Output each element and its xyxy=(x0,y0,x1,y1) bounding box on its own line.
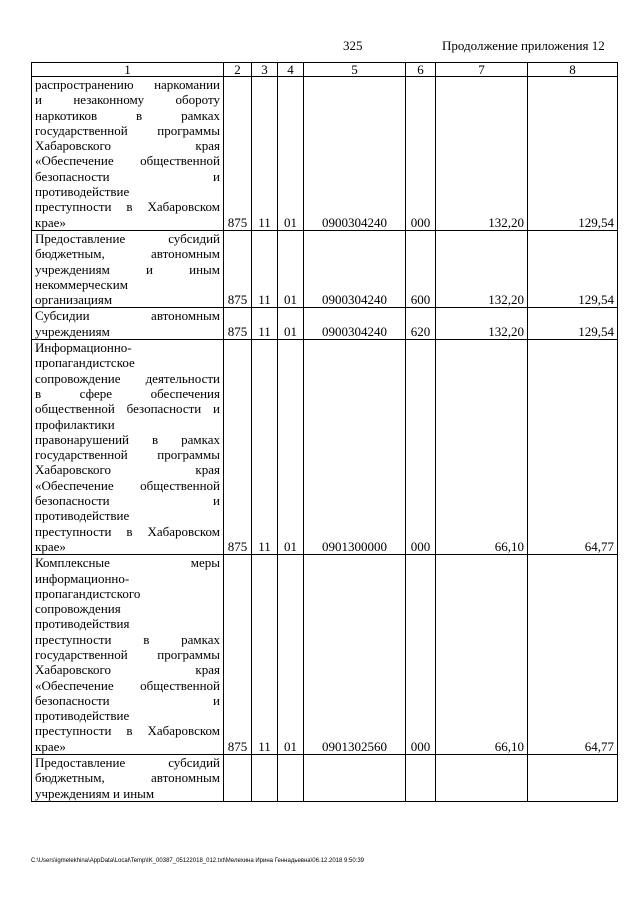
description-line: крае» xyxy=(35,538,66,554)
cell-c4: 01 xyxy=(278,77,304,231)
description-line: крае» xyxy=(35,214,66,230)
description-line: бюджетным, автономным xyxy=(35,770,220,786)
description-line: пропагандистского xyxy=(35,585,141,601)
column-header: 6 xyxy=(406,63,436,77)
description-line: государственной программы xyxy=(35,122,220,138)
description-line: безопасности и xyxy=(35,168,220,184)
cell-c6 xyxy=(406,755,436,802)
description-line: Хабаровского края xyxy=(35,462,220,478)
cell-c5: 0900304240 xyxy=(304,230,406,307)
description-line: учреждениям и иным xyxy=(35,261,220,277)
description-line: «Обеспечение общественной xyxy=(35,677,220,693)
description-line: правонарушений в рамках xyxy=(35,431,220,447)
description-line: противодействие xyxy=(35,708,130,724)
cell-c4: 01 xyxy=(278,230,304,307)
cell-c7: 66,10 xyxy=(436,340,528,555)
cell-c4: 01 xyxy=(278,340,304,555)
description-line: общественной безопасности и xyxy=(35,401,220,417)
cell-c4: 01 xyxy=(278,555,304,755)
table-row xyxy=(32,340,618,555)
column-header: 3 xyxy=(252,63,278,77)
description-line: государственной программы xyxy=(35,447,220,463)
row-description xyxy=(32,755,224,802)
cell-c4: 01 xyxy=(278,308,304,340)
description-line: безопасности и xyxy=(35,493,220,509)
column-header: 4 xyxy=(278,63,304,77)
cell-c8: 64,77 xyxy=(528,555,618,755)
table-row xyxy=(32,77,618,231)
column-header: 2 xyxy=(224,63,252,77)
cell-c6: 000 xyxy=(406,77,436,231)
cell-c6: 600 xyxy=(406,230,436,307)
description-line: крае» xyxy=(35,738,66,754)
cell-c8: 129,54 xyxy=(528,77,618,231)
description-line: противодействия xyxy=(35,616,130,632)
description-line: государственной программы xyxy=(35,646,220,662)
description-line: сопровождения xyxy=(35,601,121,617)
cell-c7: 132,20 xyxy=(436,308,528,340)
description-line: преступности в рамках xyxy=(35,631,220,647)
cell-c6: 000 xyxy=(406,555,436,755)
description-line: и незаконному обороту xyxy=(35,92,220,108)
cell-c8: 64,77 xyxy=(528,340,618,555)
cell-c7: 132,20 xyxy=(436,230,528,307)
description-line: Предоставление субсидий xyxy=(35,230,220,246)
description-line: наркотиков в рамках xyxy=(35,107,220,123)
cell-c2: 875 xyxy=(224,555,252,755)
description-line: преступности в Хабаровском xyxy=(35,199,220,215)
description-line: сопровождение деятельности xyxy=(35,370,220,386)
table-header-row xyxy=(32,63,618,77)
description-line: некоммерческим xyxy=(35,276,128,292)
description-line: Предоставление субсидий xyxy=(35,755,220,771)
description-line: преступности в Хабаровском xyxy=(35,723,220,739)
description-line: «Обеспечение общественной xyxy=(35,477,220,493)
description-line: противодействие xyxy=(35,508,130,524)
row-description xyxy=(32,308,224,340)
description-line: Информационно- xyxy=(35,340,132,356)
description-line: противодействие xyxy=(35,184,130,200)
description-line: организациям xyxy=(35,292,113,308)
budget-table xyxy=(31,62,618,802)
table-row xyxy=(32,755,618,802)
row-description xyxy=(32,230,224,307)
cell-c8: 129,54 xyxy=(528,230,618,307)
description-line: Хабаровского края xyxy=(35,138,220,154)
cell-c8 xyxy=(528,755,618,802)
continuation-label: Продолжение приложения 12 xyxy=(442,38,605,53)
cell-c3: 11 xyxy=(252,340,278,555)
row-description xyxy=(32,340,224,555)
description-line: распространению наркомании xyxy=(35,77,220,92)
cell-c2 xyxy=(224,755,252,802)
cell-c7 xyxy=(436,755,528,802)
column-header: 1 xyxy=(32,63,224,77)
description-line: Субсидии автономным xyxy=(35,308,220,324)
cell-c8: 129,54 xyxy=(528,308,618,340)
description-line: безопасности и xyxy=(35,692,220,708)
description-line: учреждениям и иным xyxy=(35,785,155,801)
table-row xyxy=(32,555,618,755)
description-line: информационно- xyxy=(35,570,130,586)
column-header: 8 xyxy=(528,63,618,77)
table-row xyxy=(32,308,618,340)
description-line: Хабаровского края xyxy=(35,662,220,678)
description-line: профилактики xyxy=(35,416,115,432)
cell-c2: 875 xyxy=(224,230,252,307)
cell-c5: 0900304240 xyxy=(304,308,406,340)
cell-c6: 000 xyxy=(406,340,436,555)
cell-c4 xyxy=(278,755,304,802)
cell-c2: 875 xyxy=(224,308,252,340)
cell-c3: 11 xyxy=(252,308,278,340)
description-line: «Обеспечение общественной xyxy=(35,153,220,169)
cell-c7: 132,20 xyxy=(436,77,528,231)
cell-c5: 0901302560 xyxy=(304,555,406,755)
cell-c3: 11 xyxy=(252,77,278,231)
description-line: бюджетным, автономным xyxy=(35,246,220,262)
description-line: пропагандистское xyxy=(35,355,135,371)
cell-c2: 875 xyxy=(224,340,252,555)
file-path-footer: C:\Users\igmelekhina\AppData\Local\Temp\IK_00387_05122018_012.txt\Мелехина Ирина Геннадьевна\06.12.2018 9:50:39 xyxy=(31,858,365,864)
page-number: 325 xyxy=(343,38,363,53)
table-row xyxy=(32,230,618,307)
description-line: преступности в Хабаровском xyxy=(35,523,220,539)
cell-c5: 0900304240 xyxy=(304,77,406,231)
description-line: учреждениям xyxy=(35,323,110,339)
cell-c3: 11 xyxy=(252,230,278,307)
description-line: Комплексные меры xyxy=(35,555,220,571)
column-header: 5 xyxy=(304,63,406,77)
row-description xyxy=(32,555,224,755)
cell-c5: 0901300000 xyxy=(304,340,406,555)
cell-c3: 11 xyxy=(252,555,278,755)
cell-c5 xyxy=(304,755,406,802)
cell-c7: 66,10 xyxy=(436,555,528,755)
description-line: в сфере обеспечения xyxy=(35,385,220,401)
row-description xyxy=(32,77,224,231)
cell-c2: 875 xyxy=(224,77,252,231)
column-header: 7 xyxy=(436,63,528,77)
cell-c3 xyxy=(252,755,278,802)
cell-c6: 620 xyxy=(406,308,436,340)
